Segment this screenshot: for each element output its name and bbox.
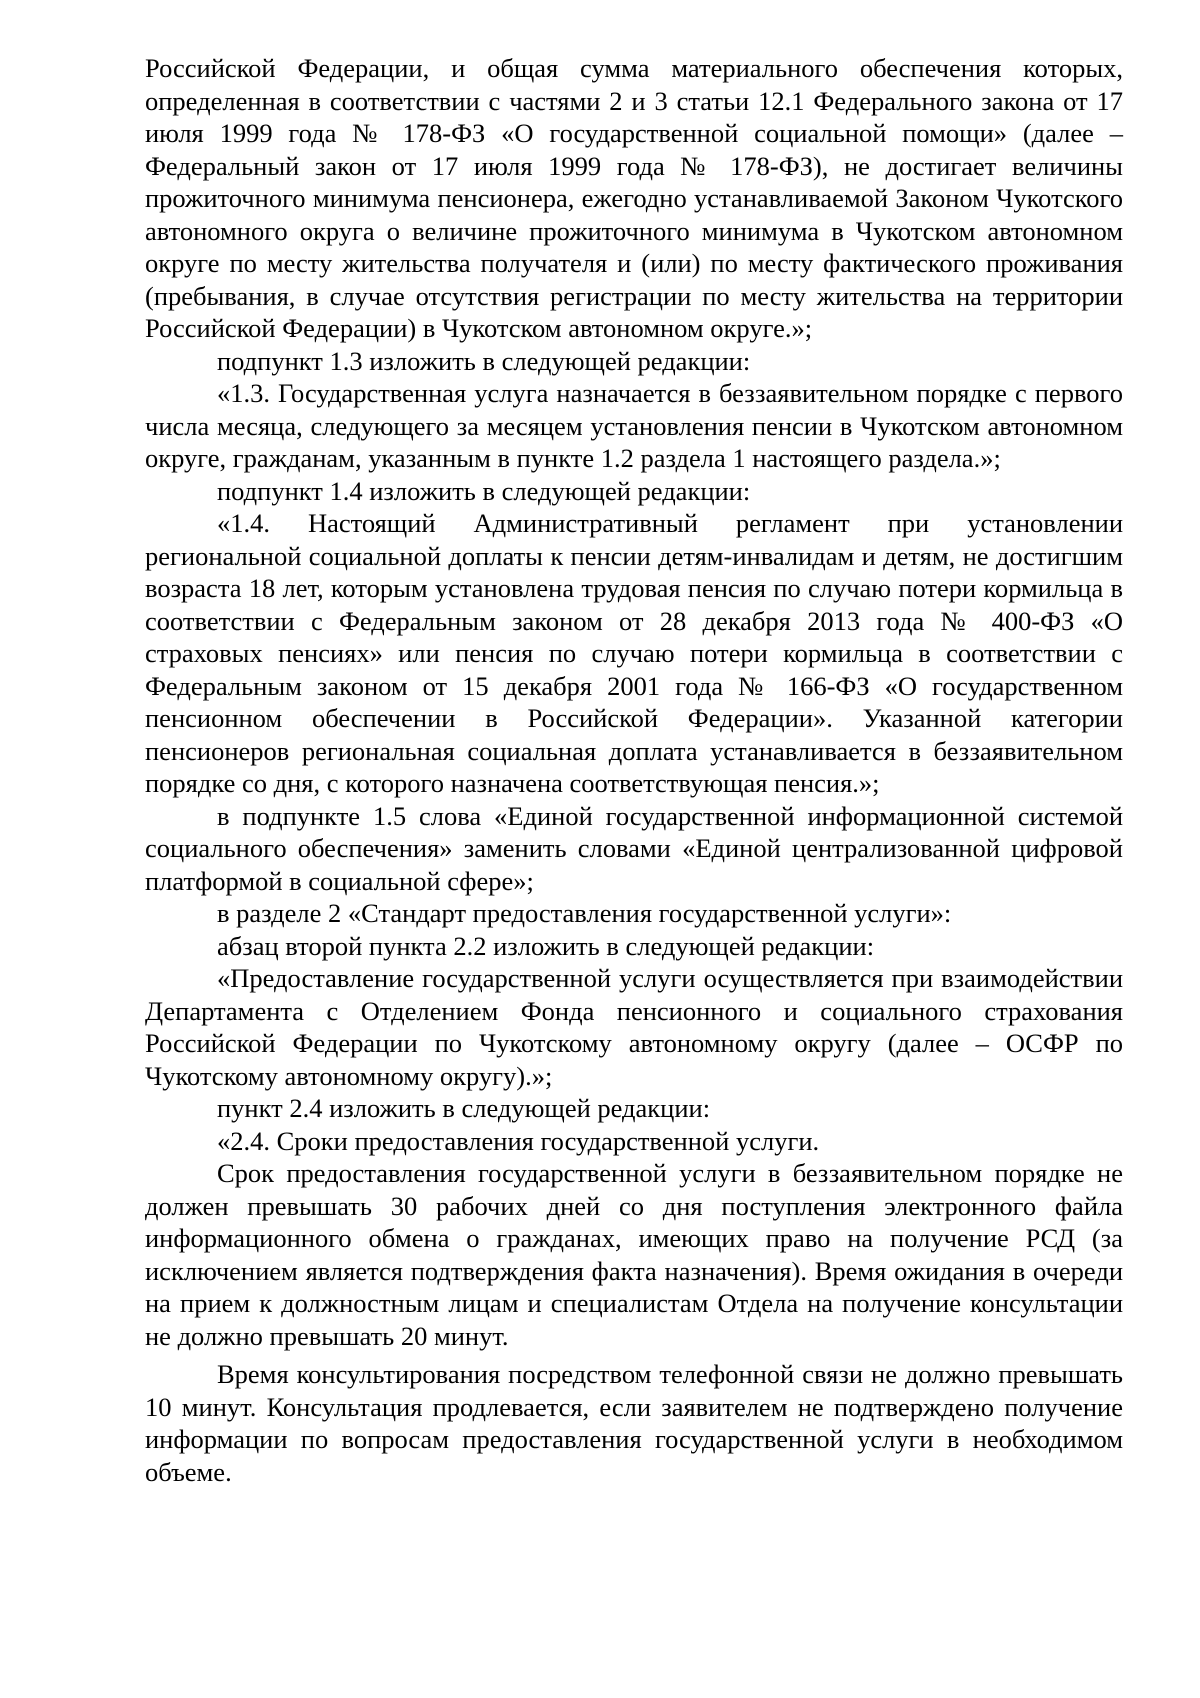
paragraph-subpoint-1-4-heading: подпункт 1.4 изложить в следующей редакции: (217, 475, 751, 506)
paragraph-point-2-2-heading: абзац второй пункта 2.2 изложить в следующей редакции: (217, 930, 875, 961)
paragraph-section-2-heading: в разделе 2 «Стандарт предоставления государственной услуги»: (217, 898, 952, 928)
paragraph-subpoint-1-3-text: «1.3. Государственная услуга назначается в беззаявительном порядке с первого числа месяца, следующего за месяцем установления пенсии в Чукотском автономном округе, гражданам, указанным в пункте 1.2 раздела 1 настоящего раздела.»; (145, 378, 1123, 473)
document-page (145, 52, 1123, 1488)
paragraph-service-deadline: Срок предоставления государственной услуги в беззаявительном порядке не должен превышать 30 рабочих дней со дня поступления электронного файла информационного обмена о гражданах, имеющих право на получение РСД (за исключением является подтверждения факта назначения). Время ожидания в очереди на прием к должностным лицам и специалистам Отдела на получение консультации не должно превышать 20 минут. (145, 1158, 1123, 1351)
paragraph-point-2-4-heading: пункт 2.4 изложить в следующей редакции: (217, 1093, 711, 1123)
paragraph-point-2-4-title: «2.4. Сроки предоставления государственной услуги. (217, 1125, 820, 1156)
paragraph-point-2-2-text: «Предоставление государственной услуги осуществляется при взаимодействии Департамента с Отделением Фонда пенсионного и социального страхования Российской Федерации по Чукотскому автономному округу (далее – ОСФР по Чукотскому автономному округу).»; (145, 963, 1123, 1091)
paragraph-continuation: Российской Федерации, и общая сумма материального обеспечения которых, определенная в соответствии с частями 2 и 3 статьи 12.1 Федерального закона от 17 июля 1999 года № 178-ФЗ «О государственной социальной помощи» (далее – Федеральный закон от 17 июля 1999 года № 178-ФЗ), не достигает величины прожиточного минимума пенсионера, ежегодно устанавливаемой Законом Чукотского автономного округа о величине прожиточного минимума в Чукотском автономном округе по месту жительства получателя и (или) по месту фактического проживания (пребывания, в случае отсутствия регистрации по месту жительства на территории Российской Федерации) в Чукотском автономном округе.»; (145, 53, 1123, 343)
paragraph-consultation-time: Время консультирования посредством телефонной связи не должно превышать 10 минут. Консультация продлевается, если заявителем не подтверждено получение информации по вопросам предоставления государственной услуги в необходимом объеме. (145, 1359, 1123, 1487)
paragraph-subpoint-1-4-text: «1.4. Настоящий Административный регламент при установлении региональной социальной доплаты к пенсии детям-инвалидам и детям, не достигшим возраста 18 лет, которым установлена трудовая пенсия по случаю потери кормильца в соответствии с Федеральным законом от 28 декабря 2013 года № 400-ФЗ «О страховых пенсиях» или пенсия по случаю потери кормильца в соответствии с Федеральным законом от 15 декабря 2001 года № 166-ФЗ «О государственном пенсионном обеспечении в Российской Федерации». Указанной категории пенсионеров региональная социальная доплата устанавливается в беззаявительном порядке со дня, с которого назначена соответствующая пенсия.»; (145, 508, 1123, 798)
paragraph-subpoint-1-5: в подпункте 1.5 слова «Единой государственной информационной системой социального обеспечения» заменить словами «Единой централизованной цифровой платформой в социальной сфере»; (145, 800, 1123, 896)
paragraph-subpoint-1-3-heading: подпункт 1.3 изложить в следующей редакции: (217, 345, 751, 376)
